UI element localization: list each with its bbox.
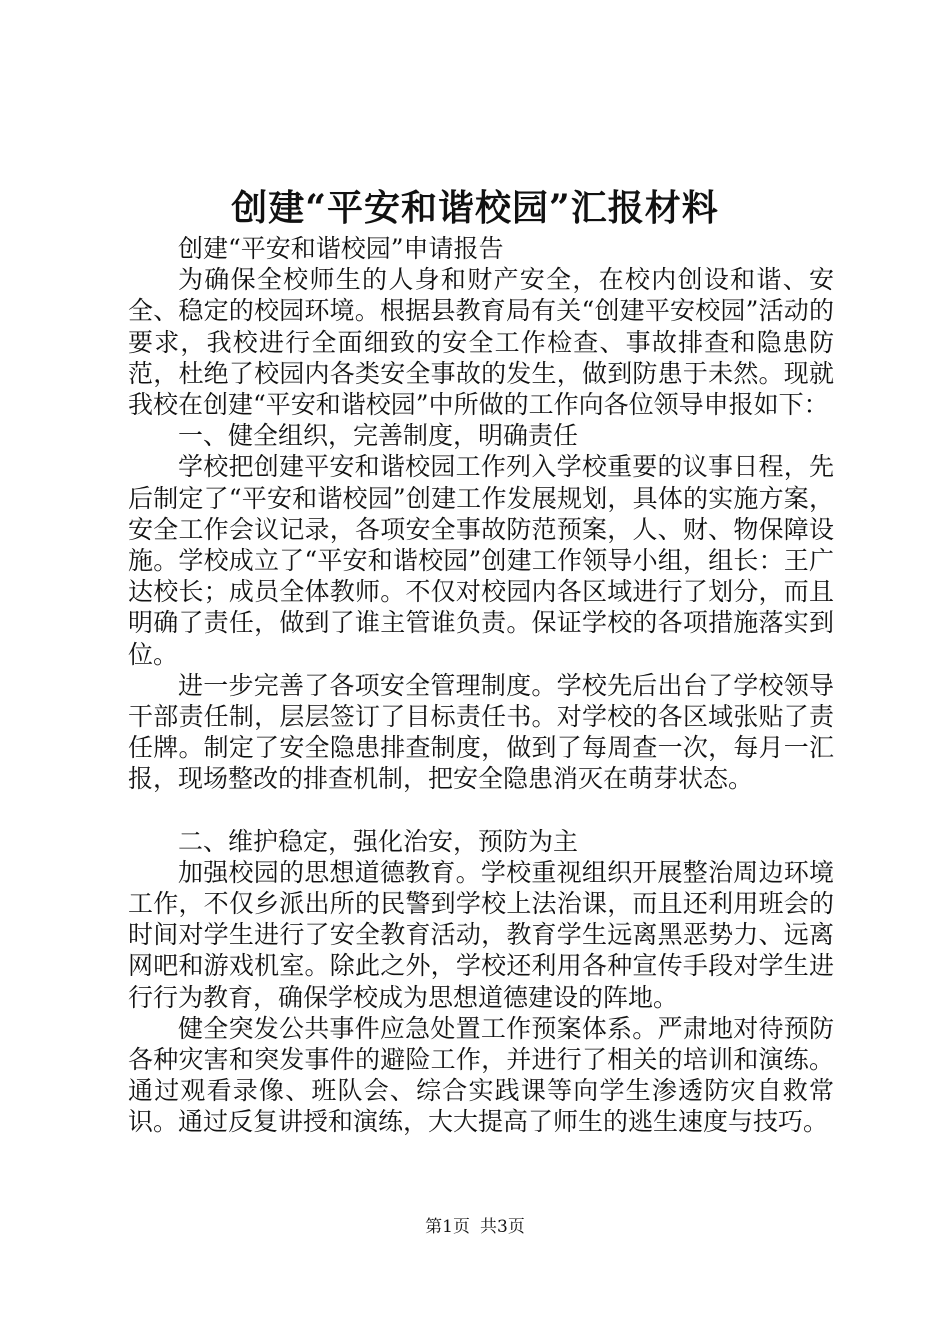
page-total: 共3页 (480, 1217, 525, 1237)
section-heading-2: 二、维护稳定，强化治安，预防为主 (178, 826, 579, 856)
paragraph-emergency-plan: 健全突发公共事件应急处置工作预案体系。严肃地对待预防各种灾害和突发事件的避险工作，并进行了相关的培训和演练。通过观看录像、班队会、综合实践课等向学生渗透防灾自救常识。通过反复讲授和演练，大大提高了师生的逃生速度与技巧。 (128, 1013, 834, 1137)
paragraph-intro: 为确保全校师生的人身和财产安全，在校内创设和谐、安全、稳定的校园环境。根据县教育局有关“创建平安校园”活动的要求，我校进行全面细致的安全工作检查、事故排查和隐患防范，杜绝了校园内各类安全事故的发生，做到防患于未然。现就我校在创建“平安和谐校园”中所做的工作向各位领导申报如下： (128, 265, 834, 420)
page-number: 第1页 (425, 1217, 470, 1237)
paragraph-organization: 学校把创建平安和谐校园工作列入学校重要的议事日程，先后制定了“平安和谐校园”创建工作发展规划，具体的实施方案，安全工作会议记录，各项安全事故防范预案，人、财、物保障设施。学校成立了“平安和谐校园”创建工作领导小组，组长：王广达校长；成员全体教师。不仅对校园内各区域进行了划分，而且明确了责任，做到了谁主管谁负责。保证学校的各项措施落实到位。 (128, 452, 834, 669)
document-title: 创建“平安和谐校园”汇报材料 (231, 187, 719, 229)
document-body (128, 233, 834, 1138)
page-footer (0, 1215, 950, 1239)
paragraph-moral-education: 加强校园的思想道德教育。学校重视组织开展整治周边环境工作，不仅乡派出所的民警到学校上法治课，而且还利用班会的时间对学生进行了安全教育活动，教育学生远离黑恶势力、远离网吧和游戏机室。除此之外，学校还利用各种宣传手段对学生进行行为教育，确保学校成为思想道德建设的阵地。 (128, 857, 834, 1012)
paragraph-subtitle: 创建“平安和谐校园”申请报告 (178, 234, 504, 263)
paragraph-management-system: 进一步完善了各项安全管理制度。学校先后出台了学校领导干部责任制，层层签订了目标责任书。对学校的各区域张贴了责任牌。制定了安全隐患排查制度，做到了每周查一次，每月一汇报，现场整改的排查机制，把安全隐患消灭在萌芽状态。 (128, 670, 834, 794)
section-heading-1: 一、健全组织，完善制度，明确责任 (178, 421, 579, 451)
